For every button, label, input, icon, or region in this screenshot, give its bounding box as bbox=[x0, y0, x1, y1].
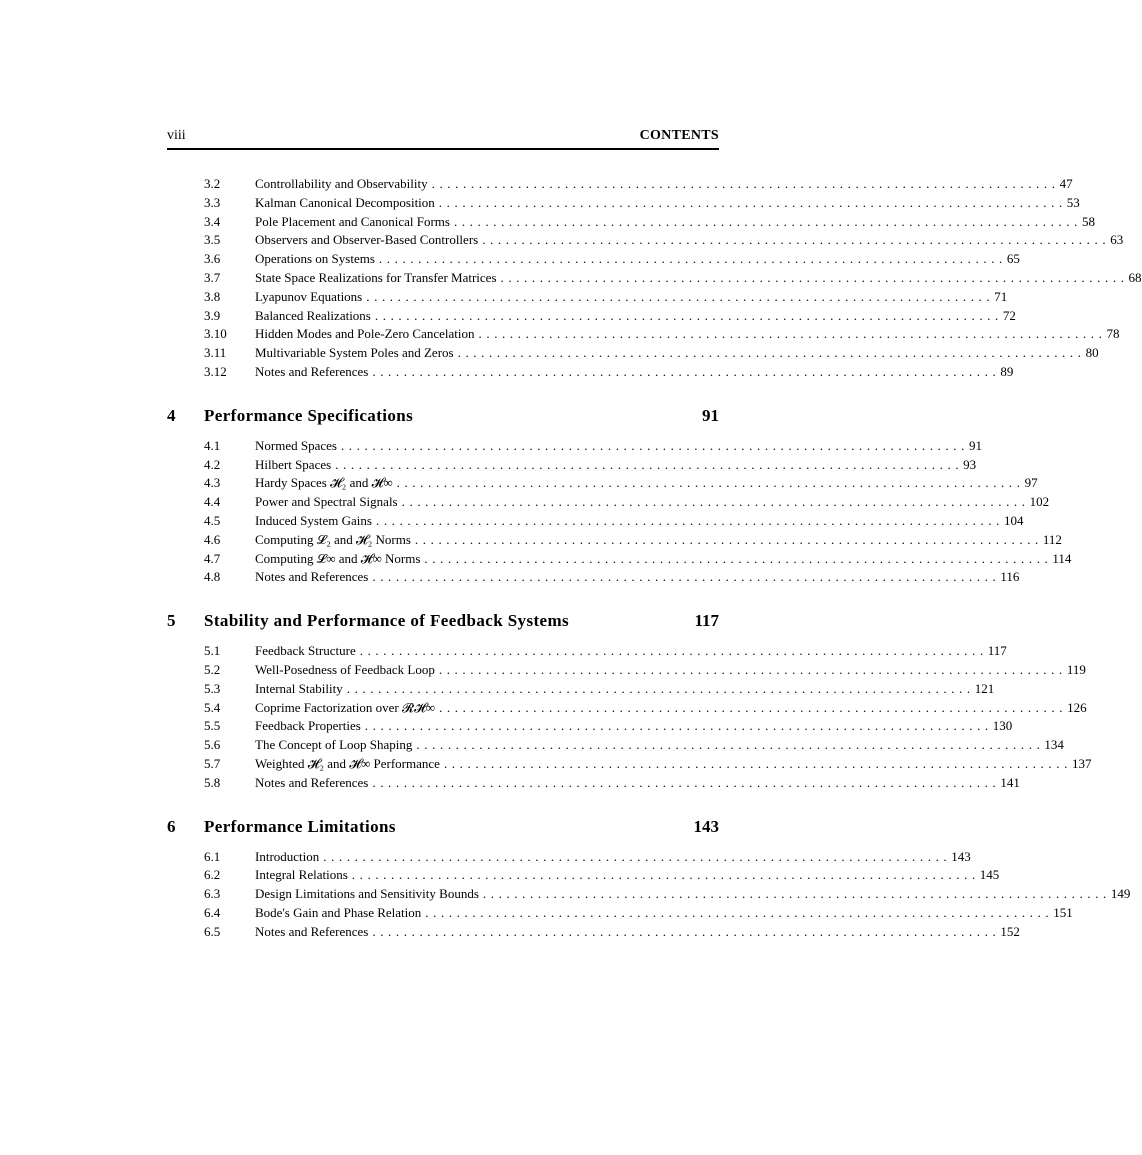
section-title: Internal Stability bbox=[255, 680, 343, 696]
chapter-number: 5 bbox=[167, 611, 176, 631]
section-title: State Space Realizations for Transfer Matrices bbox=[255, 270, 497, 285]
toc-section-row[interactable] bbox=[204, 550, 1072, 568]
dot-leader: ................................................................................ bbox=[482, 886, 1111, 902]
section-title: Coprime Factorization over 𝓡𝓗∞ bbox=[255, 699, 436, 715]
section-page-number: 112 bbox=[1042, 531, 1062, 547]
dot-leader: ................................................................................ bbox=[425, 905, 1054, 920]
section-number: 4.5 bbox=[204, 513, 221, 528]
section-number: 5.3 bbox=[204, 680, 221, 696]
chapter-title: Stability and Performance of Feedback Systems bbox=[204, 611, 570, 631]
section-number: 5.6 bbox=[204, 737, 221, 753]
section-number: 3.7 bbox=[204, 270, 221, 285]
toc-section-row[interactable] bbox=[204, 363, 1014, 381]
toc-section-row[interactable] bbox=[204, 885, 1131, 903]
dot-leader: ................................................................................ bbox=[414, 531, 1043, 547]
dot-leader: ................................................................................ bbox=[366, 288, 995, 304]
section-page-number: 47 bbox=[1059, 176, 1073, 191]
section-number: 3.9 bbox=[204, 307, 221, 323]
section-page-number: 68 bbox=[1128, 270, 1142, 285]
dot-leader: ................................................................................ bbox=[482, 232, 1111, 248]
section-page-number: 91 bbox=[968, 437, 982, 453]
chapter-title: Performance Specifications bbox=[204, 405, 414, 425]
toc-section-row[interactable] bbox=[204, 231, 1124, 249]
section-number: 6.4 bbox=[204, 905, 221, 920]
section-number: 3.6 bbox=[204, 251, 221, 267]
toc-section-row[interactable] bbox=[204, 437, 982, 455]
section-title: Computing 𝓛₂ and 𝓗₂ Norms bbox=[255, 531, 411, 547]
toc-section-row[interactable] bbox=[204, 175, 1073, 193]
section-page-number: 58 bbox=[1081, 213, 1095, 229]
section-title: Integral Relations bbox=[255, 867, 348, 883]
chapter-page-number: 91 bbox=[702, 405, 719, 425]
dot-leader: ................................................................................ bbox=[375, 513, 1004, 528]
chapter-page-number: 117 bbox=[694, 611, 719, 631]
section-title: Notes and References bbox=[255, 364, 369, 379]
dot-leader: ................................................................................ bbox=[443, 756, 1072, 771]
toc-section-row[interactable] bbox=[204, 717, 1013, 735]
section-title: Well-Posedness of Feedback Loop bbox=[255, 662, 435, 677]
section-title: Pole Placement and Canonical Forms bbox=[255, 213, 450, 229]
section-number: 4.4 bbox=[204, 494, 221, 510]
section-title: Induced System Gains bbox=[255, 513, 372, 528]
section-number: 4.2 bbox=[204, 456, 221, 472]
dot-leader: ................................................................................ bbox=[372, 569, 1001, 585]
section-page-number: 126 bbox=[1067, 699, 1087, 715]
section-page-number: 78 bbox=[1106, 326, 1120, 342]
section-page-number: 149 bbox=[1110, 886, 1131, 902]
section-page-number: 89 bbox=[1000, 364, 1014, 379]
dot-leader: ................................................................................ bbox=[424, 550, 1053, 566]
section-number: 3.11 bbox=[204, 345, 227, 361]
chapter-number: 6 bbox=[167, 816, 176, 836]
section-page-number: 97 bbox=[1024, 475, 1038, 491]
dot-leader: ................................................................................ bbox=[439, 699, 1068, 715]
section-title: Weighted 𝓗₂ and 𝓗∞ Performance bbox=[255, 756, 440, 771]
section-page-number: 93 bbox=[963, 456, 977, 472]
section-number: 3.8 bbox=[204, 288, 221, 304]
section-page-number: 65 bbox=[1006, 251, 1020, 267]
section-page-number: 53 bbox=[1066, 194, 1080, 210]
section-number: 4.8 bbox=[204, 569, 221, 585]
toc-section-row[interactable] bbox=[204, 213, 1095, 231]
toc-chapter-row[interactable] bbox=[167, 816, 719, 838]
toc-section-row[interactable] bbox=[204, 493, 1050, 511]
toc-section-row[interactable] bbox=[204, 456, 977, 474]
dot-leader: ................................................................................ bbox=[438, 662, 1067, 677]
dot-leader: ................................................................................ bbox=[359, 643, 988, 659]
section-page-number: 134 bbox=[1044, 737, 1064, 753]
dot-leader: ................................................................................ bbox=[346, 680, 975, 696]
section-page-number: 141 bbox=[1000, 774, 1020, 790]
section-number: 5.5 bbox=[204, 718, 221, 734]
running-head-title: CONTENTS bbox=[639, 128, 719, 143]
section-title: Multivariable System Poles and Zeros bbox=[255, 345, 454, 361]
section-page-number: 130 bbox=[992, 718, 1013, 734]
section-page-number: 137 bbox=[1071, 756, 1092, 771]
dot-leader: ................................................................................ bbox=[372, 774, 1001, 790]
section-number: 5.7 bbox=[204, 756, 221, 771]
toc-section-row[interactable] bbox=[204, 848, 971, 866]
section-title: Controllability and Observability bbox=[255, 176, 428, 191]
dot-leader: ................................................................................ bbox=[364, 718, 993, 734]
toc-section-row[interactable] bbox=[204, 250, 1020, 268]
dot-leader: ................................................................................ bbox=[396, 475, 1025, 491]
dot-leader: ................................................................................ bbox=[431, 176, 1060, 191]
dot-leader: ................................................................................ bbox=[335, 456, 964, 472]
toc-section-row[interactable] bbox=[204, 866, 1000, 884]
toc-section-row[interactable] bbox=[204, 904, 1073, 922]
section-title: Operations on Systems bbox=[255, 251, 375, 267]
section-number: 4.6 bbox=[204, 531, 221, 547]
section-title: Power and Spectral Signals bbox=[255, 494, 398, 510]
section-title: Hardy Spaces 𝓗₂ and 𝓗∞ bbox=[255, 475, 393, 491]
section-page-number: 71 bbox=[994, 288, 1008, 304]
toc-section-row[interactable] bbox=[204, 923, 1020, 941]
section-number: 3.4 bbox=[204, 213, 221, 229]
section-title: Normed Spaces bbox=[255, 437, 337, 453]
section-title: Hilbert Spaces bbox=[255, 456, 332, 472]
section-page-number: 72 bbox=[1002, 307, 1016, 323]
section-title: Feedback Properties bbox=[255, 718, 361, 734]
section-title: Notes and References bbox=[255, 569, 369, 585]
toc-section-row[interactable] bbox=[204, 755, 1092, 773]
section-page-number: 117 bbox=[987, 643, 1007, 659]
section-page-number: 104 bbox=[1003, 513, 1024, 528]
section-title: The Concept of Loop Shaping bbox=[255, 737, 413, 753]
section-title: Lyapunov Equations bbox=[255, 288, 363, 304]
section-title: Observers and Observer-Based Controllers bbox=[255, 232, 479, 248]
section-title: Design Limitations and Sensitivity Bounds bbox=[255, 886, 479, 902]
section-number: 3.3 bbox=[204, 194, 221, 210]
toc-section-row[interactable] bbox=[204, 774, 1020, 792]
dot-leader: ................................................................................ bbox=[378, 251, 1007, 267]
section-number: 4.7 bbox=[204, 550, 221, 566]
section-page-number: 114 bbox=[1052, 550, 1072, 566]
section-title: Balanced Realizations bbox=[255, 307, 371, 323]
section-title: Introduction bbox=[255, 848, 320, 864]
toc-section-row[interactable] bbox=[204, 269, 1142, 287]
toc-section-row[interactable] bbox=[204, 736, 1064, 754]
chapter-title: Performance Limitations bbox=[204, 816, 396, 836]
section-title: Notes and References bbox=[255, 774, 369, 790]
section-page-number: 102 bbox=[1029, 494, 1050, 510]
toc-section-row[interactable] bbox=[204, 307, 1016, 325]
toc-section-row[interactable] bbox=[204, 661, 1086, 679]
section-number: 3.5 bbox=[204, 232, 221, 248]
dot-leader: ................................................................................ bbox=[374, 307, 1003, 323]
section-number: 5.1 bbox=[204, 643, 221, 659]
dot-leader: ................................................................................ bbox=[340, 437, 969, 453]
toc-section-row[interactable] bbox=[204, 325, 1120, 343]
toc-section-row[interactable] bbox=[204, 568, 1020, 586]
section-page-number: 63 bbox=[1110, 232, 1124, 248]
section-number: 6.5 bbox=[204, 923, 221, 939]
section-number: 6.2 bbox=[204, 867, 221, 883]
section-title: Bode's Gain and Phase Relation bbox=[255, 905, 422, 920]
dot-leader: ................................................................................ bbox=[416, 737, 1045, 753]
dot-leader: ................................................................................ bbox=[438, 194, 1067, 210]
dot-leader: ................................................................................ bbox=[351, 867, 980, 883]
section-page-number: 121 bbox=[974, 680, 995, 696]
toc-section-row[interactable] bbox=[204, 699, 1087, 717]
toc-chapter-row[interactable] bbox=[167, 610, 719, 632]
dot-leader: ................................................................................ bbox=[457, 345, 1086, 361]
section-number: 5.2 bbox=[204, 662, 221, 677]
dot-leader: ................................................................................ bbox=[401, 494, 1030, 510]
section-page-number: 145 bbox=[979, 867, 1000, 883]
section-number: 3.2 bbox=[204, 176, 221, 191]
section-title: Hidden Modes and Pole-Zero Cancelation bbox=[255, 326, 475, 342]
toc-section-row[interactable] bbox=[204, 474, 1038, 492]
section-number: 4.3 bbox=[204, 475, 221, 491]
section-number: 5.8 bbox=[204, 774, 221, 790]
section-page-number: 152 bbox=[1000, 923, 1020, 939]
section-number: 3.10 bbox=[204, 326, 227, 342]
section-title: Kalman Canonical Decomposition bbox=[255, 194, 435, 210]
section-title: Feedback Structure bbox=[255, 643, 356, 659]
dot-leader: ................................................................................ bbox=[453, 213, 1082, 229]
toc-section-row[interactable] bbox=[204, 288, 1008, 306]
section-number: 6.3 bbox=[204, 886, 221, 902]
section-page-number: 116 bbox=[1000, 569, 1020, 585]
section-number: 3.12 bbox=[204, 364, 227, 379]
section-page-number: 143 bbox=[951, 848, 971, 864]
dot-leader: ................................................................................ bbox=[323, 848, 952, 864]
chapter-number: 4 bbox=[167, 405, 176, 425]
toc-section-row[interactable] bbox=[204, 531, 1062, 549]
section-title: Computing 𝓛∞ and 𝓗∞ Norms bbox=[255, 550, 421, 566]
section-page-number: 80 bbox=[1085, 345, 1099, 361]
section-number: 6.1 bbox=[204, 848, 221, 864]
toc-section-row[interactable] bbox=[204, 512, 1024, 530]
chapter-page-number: 143 bbox=[693, 816, 719, 836]
toc-chapter-row[interactable] bbox=[167, 405, 719, 427]
section-page-number: 151 bbox=[1053, 905, 1073, 920]
toc-section-row[interactable] bbox=[204, 344, 1099, 362]
toc-section-row[interactable] bbox=[204, 642, 1007, 660]
dot-leader: ................................................................................ bbox=[500, 270, 1129, 285]
dot-leader: ................................................................................ bbox=[372, 364, 1001, 379]
page-number-label: viii bbox=[167, 128, 186, 143]
section-page-number: 119 bbox=[1066, 662, 1086, 677]
dot-leader: ................................................................................ bbox=[372, 923, 1001, 939]
section-title: Notes and References bbox=[255, 923, 369, 939]
toc-section-row[interactable] bbox=[204, 680, 995, 698]
toc-section-row[interactable] bbox=[204, 194, 1080, 212]
section-number: 4.1 bbox=[204, 437, 221, 453]
section-number: 5.4 bbox=[204, 699, 221, 715]
dot-leader: ................................................................................ bbox=[478, 326, 1107, 342]
